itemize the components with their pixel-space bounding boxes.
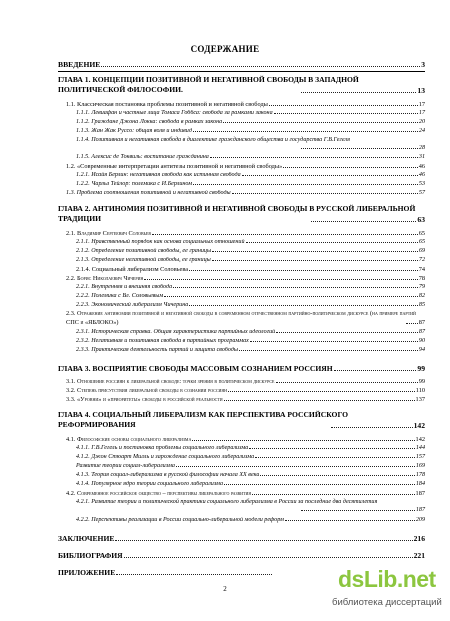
chapter-4-page-line: 142 xyxy=(330,421,425,430)
toc-conclusion[interactable]: ЗАКЛЮЧЕНИЕ 216 xyxy=(58,534,425,543)
dot-leader xyxy=(101,66,420,67)
toc-item-1-1-4-page: 28 xyxy=(300,145,425,151)
underline xyxy=(58,71,425,72)
toc-item-1-2-1[interactable]: 1.2.1. Исайя Берлин: негативная свобода как истинная свобода 46 xyxy=(76,172,425,178)
chapter-title: ГЛАВА 1. КОНЦЕПЦИИ ПОЗИТИВНОЙ И НЕГАТИВНОЙ СВОБОДЫ В ЗАПАДНОЙ ПОЛИТИЧЕСКОЙ ФИЛОСОФИИ. xyxy=(58,75,359,94)
chapter-title: ГЛАВА 2. АНТИНОМИЯ ПОЗИТИВНОЙ И НЕГАТИВНОЙ СВОБОДЫ В РУССКОЙ ЛИБЕРАЛЬНОЙ ТРАДИЦИИ xyxy=(58,204,416,223)
toc-item-4-1-4[interactable]: 4.1.4. Популярное ядро теории социального либерализма 184 xyxy=(76,481,425,487)
watermark-tagline: библиотека диссертаций xyxy=(332,597,442,608)
chapter-1-page-line xyxy=(300,86,425,95)
toc-item-2-3-page: 87 xyxy=(405,319,425,326)
toc-item-3-3[interactable]: 3.3. «Уровни» и «приоритеты» свободы в российской реальности 137 xyxy=(66,396,425,403)
toc-item-2-2-3[interactable]: 2.2.3. Экономический либерализм Чичерина 85 xyxy=(76,302,425,308)
toc-page: 3 xyxy=(421,60,425,69)
toc-item-2-3-1[interactable]: 2.3.1. Историческая справка. Общая характеристика партийных идеологий 87 xyxy=(76,329,425,335)
toc-item-1-1-4[interactable]: 1.1.4. Позитивная и негативная свобода в диалектике гражданского общества и государства Г.В.Гегеля xyxy=(76,137,350,143)
page-title: СОДЕРЖАНИЕ xyxy=(190,44,260,54)
toc-item-4-2-1[interactable]: 4.2.1. Развитие теории и политической практики социального либерализма в России за последние два десятилетия xyxy=(76,499,378,505)
watermark-brand: dsLib.net xyxy=(338,566,436,592)
toc-item-1-1-1[interactable]: 1.1.1. Левиафан и частные лица Томаса Гоббса: свобода за рамками закона 17 xyxy=(76,110,425,116)
toc-item-4-1[interactable]: 4.1. Философские основы социального либерализма 142 xyxy=(66,436,425,443)
toc-item-1-1-3[interactable]: 1.1.3. Жан Жак Руссо: общая воля и индивид 24 xyxy=(76,128,425,134)
toc-item-1-2[interactable]: 1.2. «Современные интерпретации антитезы позитивной и негативной свободы» 46 xyxy=(66,163,425,170)
toc-item-4-1-3[interactable]: 4.1.3. Теория социал-либерализма в русской философии начала XX века 178 xyxy=(76,472,425,478)
toc-item-2-1[interactable]: 2.1. Владимир Сергеевич Соловьев 65 xyxy=(66,230,425,237)
toc-label: ВВЕДЕНИЕ xyxy=(58,60,101,69)
toc-item-3-1[interactable]: 3.1. Отношение россиян к либеральной свободе: точки зрения в политическом дискурсе 99 xyxy=(66,378,425,385)
dslib-watermark-logo[interactable] xyxy=(330,566,448,614)
toc-item-2-3-2[interactable]: 2.3.2. Негативная и позитивная свобода в партийных программах 90 xyxy=(76,338,425,344)
toc-chapter-3[interactable]: ГЛАВА 3. ВОСПРИЯТИЕ СВОБОДЫ МАССОВЫМ СОЗНАНИЕМ РОССИЯН 99 xyxy=(58,364,425,373)
toc-item-1-3[interactable]: 1.3. Проблема соотношения позитивной и негативной свободы 57 xyxy=(66,190,425,196)
toc-item-4-2[interactable]: 4.2. Современное российское общество – перспективы либерального развития 187 xyxy=(66,490,425,497)
toc-item-1-1-5[interactable]: 1.1.5. Алексис де Токвиль: воспитание гражданина 31 xyxy=(76,154,425,160)
toc-item-4-1-2b[interactable]: Развитие теории социал-либерализма 169 xyxy=(76,463,425,469)
toc-item-4-2-2[interactable]: 4.2.2. Перспективы реализации в России социально-либеральной модели реформ 209 xyxy=(76,517,425,523)
toc-item-2-1-4[interactable]: 2.1.4. Социальный либерализм Соловьева 74 xyxy=(76,266,425,273)
chapter-title: ГЛАВА 3. ВОСПРИЯТИЕ СВОБОДЫ МАССОВЫМ СОЗНАНИЕМ РОССИЯН xyxy=(58,364,333,373)
toc-item-2-2[interactable]: 2.2. Борис Николаевич Чичерин 78 xyxy=(66,275,425,282)
toc-item-2-3[interactable]: 2.3. Отражение антиномии позитивной и негативной свободы в современном отечественном партийно-политическом дискурсе (на примере партий СПС и «ЯБЛОКО») xyxy=(66,310,416,326)
toc-item-2-2-1[interactable]: 2.2.1. Внутренняя и внешняя свобода 79 xyxy=(76,284,425,290)
toc-item-1-1-2[interactable]: 1.1.2. Граждане Джона Локка: свобода в рамках закона 20 xyxy=(76,119,425,125)
toc-intro[interactable] xyxy=(58,60,425,69)
toc-page: 13 xyxy=(417,86,425,95)
chapter-title: ГЛАВА 4. СОЦИАЛЬНЫЙ ЛИБЕРАЛИЗМ КАК ПЕРСПЕКТИВА РОССИЙСКОГО РЕФОРМИРОВАНИЯ xyxy=(58,410,348,429)
toc-item-2-1-1[interactable]: 2.1.1. Нравственный порядок как основа социальных отношений 65 xyxy=(76,239,425,245)
toc-item-1-1[interactable]: 1.1. Классическая постановка проблемы позитивной и негативной свободы 17 xyxy=(66,101,425,108)
toc-item-2-1-3[interactable]: 2.1.3. Определение негативной свободы, ее границы 72 xyxy=(76,257,425,263)
page-number: 2 xyxy=(223,585,227,593)
chapter-2-page-line: 63 xyxy=(310,215,425,224)
toc-item-4-1-2[interactable]: 4.1.2. Джон Стюарт Милль и зарождение социального либерализма 157 xyxy=(76,454,425,460)
toc-item-4-1-1[interactable]: 4.1.1. Г.В.Гегель и постановка проблемы социального либерализма 144 xyxy=(76,445,425,451)
toc-bibliography[interactable]: БИБЛИОГРАФИЯ 221 xyxy=(58,551,425,560)
toc-appendix[interactable]: ПРИЛОЖЕНИЕ xyxy=(58,568,273,577)
toc-item-1-2-2[interactable]: 1.2.2. Чарльз Тейлор: полемика с И.Берлином 53 xyxy=(76,181,425,187)
toc-item-4-2-1-page: 187 xyxy=(300,507,425,513)
toc-item-2-1-2[interactable]: 2.1.2. Определение позитивной свободы, ее границы 69 xyxy=(76,248,425,254)
dot-leader xyxy=(301,92,416,93)
toc-item-2-2-2[interactable]: 2.2.2. Полемика с Вл. Соловьевым 82 xyxy=(76,293,425,299)
toc-item-3-2[interactable]: 3.2. Степень присутствия либеральной свободы в сознании россиян 110 xyxy=(66,387,425,394)
toc-item-2-3-3[interactable]: 2.3.3. Практическая деятельность партий и защита свободы 94 xyxy=(76,347,425,353)
